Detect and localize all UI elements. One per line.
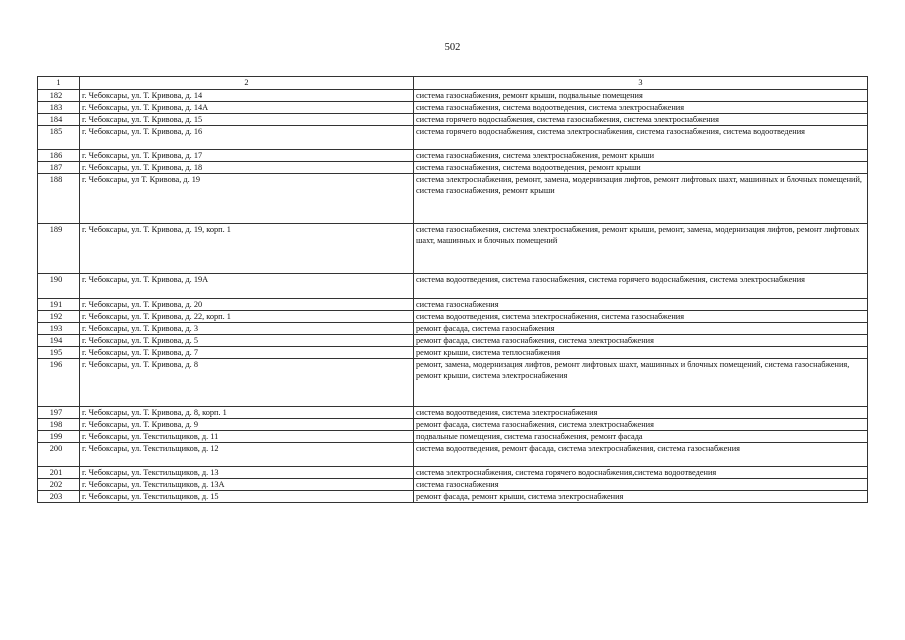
row-number: 195 [38, 347, 80, 359]
row-works: система газоснабжения, ремонт крыши, подвальные помещения [414, 90, 868, 102]
row-works: система водоотведения, система газоснабжения, система горячего водоснабжения, система электроснабжения [414, 274, 868, 299]
row-address: г. Чебоксары, ул. Т. Кривова, д. 18 [80, 162, 414, 174]
table-row [38, 347, 868, 359]
row-address: г. Чебоксары, ул. Т. Кривова, д. 19А [80, 274, 414, 299]
row-address: г. Чебоксары, ул Т. Кривова, д. 19 [80, 174, 414, 224]
table-row [38, 299, 868, 311]
table-row [38, 359, 868, 407]
table-row [38, 407, 868, 419]
row-works: ремонт фасада, система газоснабжения, система электроснабжения [414, 419, 868, 431]
row-address: г. Чебоксары, ул. Т. Кривова, д. 20 [80, 299, 414, 311]
row-address: г. Чебоксары, ул. Т. Кривова, д. 22, корп. 1 [80, 311, 414, 323]
row-works: система газоснабжения, система водоотведения, ремонт крыши [414, 162, 868, 174]
row-works: система водоотведения, ремонт фасада, система электроснабжения, система газоснабжения [414, 443, 868, 467]
row-number: 200 [38, 443, 80, 467]
row-works: система газоснабжения, система электроснабжения, ремонт крыши [414, 150, 868, 162]
row-number: 191 [38, 299, 80, 311]
table-row [38, 443, 868, 467]
page-number: 502 [444, 42, 461, 53]
row-address: г. Чебоксары, ул. Текстильщиков, д. 12 [80, 443, 414, 467]
table-row [38, 419, 868, 431]
row-works: система электроснабжения, система горячего водоснабжения,система водоотведения [414, 467, 868, 479]
header-col-1: 1 [38, 77, 80, 90]
row-address: г. Чебоксары, ул. Т. Кривова, д. 16 [80, 126, 414, 150]
row-address: г. Чебоксары, ул. Т. Кривова, д. 3 [80, 323, 414, 335]
row-number: 202 [38, 479, 80, 491]
row-address: г. Чебоксары, ул. Т. Кривова, д. 9 [80, 419, 414, 431]
row-number: 198 [38, 419, 80, 431]
row-number: 201 [38, 467, 80, 479]
table-row [38, 224, 868, 274]
header-col-2: 2 [80, 77, 414, 90]
row-works: система горячего водоснабжения, система электроснабжения, система газоснабжения, система водоотведения [414, 126, 868, 150]
row-number: 185 [38, 126, 80, 150]
row-works: ремонт фасада, система газоснабжения, система электроснабжения [414, 335, 868, 347]
row-works: система водоотведения, система электроснабжения, система газоснабжения [414, 311, 868, 323]
row-number: 189 [38, 224, 80, 274]
row-works: система электроснабжения, ремонт, замена, модернизация лифтов, ремонт лифтовых шахт, машинных и блочных помещений, система газоснабжения, ремонт крыши [414, 174, 868, 224]
row-address: г. Чебоксары, ул. Т. Кривова, д. 8 [80, 359, 414, 407]
table-row [38, 150, 868, 162]
row-address: г. Чебоксары, ул. Текстильщиков, д. 15 [80, 491, 414, 503]
row-works: система газоснабжения [414, 479, 868, 491]
row-number: 203 [38, 491, 80, 503]
row-address: г. Чебоксары, ул. Т. Кривова, д. 15 [80, 114, 414, 126]
row-address: г. Чебоксары, ул. Т. Кривова, д. 7 [80, 347, 414, 359]
row-works: система газоснабжения, система электроснабжения, ремонт крыши, ремонт, замена, модернизация лифтов, ремонт лифтовых шахт, машинных и блочных помещений [414, 224, 868, 274]
register-table [37, 76, 868, 503]
row-address: г. Чебоксары, ул. Т. Кривова, д. 17 [80, 150, 414, 162]
row-address: г. Чебоксары, ул. Текстильщиков, д. 11 [80, 431, 414, 443]
table-row [38, 90, 868, 102]
row-address: г. Чебоксары, ул. Т. Кривова, д. 14 [80, 90, 414, 102]
row-address: г. Чебоксары, ул. Т. Кривова, д. 8, корп. 1 [80, 407, 414, 419]
row-number: 184 [38, 114, 80, 126]
table-row [38, 479, 868, 491]
table-row [38, 431, 868, 443]
table-row [38, 174, 868, 224]
row-address: г. Чебоксары, ул. Текстильщиков, д. 13 [80, 467, 414, 479]
row-number: 196 [38, 359, 80, 407]
table-row [38, 102, 868, 114]
row-number: 197 [38, 407, 80, 419]
table-row [38, 467, 868, 479]
row-works: ремонт фасада, система газоснабжения [414, 323, 868, 335]
row-address: г. Чебоксары, ул. Т. Кривова, д. 19, корп. 1 [80, 224, 414, 274]
table-row [38, 335, 868, 347]
row-works: система газоснабжения, система водоотведения, система электроснабжения [414, 102, 868, 114]
row-works: ремонт крыши, система теплоснабжения [414, 347, 868, 359]
row-address: г. Чебоксары, ул. Текстильщиков, д. 13А [80, 479, 414, 491]
row-number: 186 [38, 150, 80, 162]
row-number: 190 [38, 274, 80, 299]
row-works: ремонт фасада, ремонт крыши, система электроснабжения [414, 491, 868, 503]
row-works: система водоотведения, система электроснабжения [414, 407, 868, 419]
row-works: система газоснабжения [414, 299, 868, 311]
row-works: подвальные помещения, система газоснабжения, ремонт фасада [414, 431, 868, 443]
table-row [38, 323, 868, 335]
header-col-3: 3 [414, 77, 868, 90]
row-number: 193 [38, 323, 80, 335]
table-row [38, 311, 868, 323]
table-row [38, 491, 868, 503]
row-address: г. Чебоксары, ул. Т. Кривова, д. 14А [80, 102, 414, 114]
row-works: система горячего водоснабжения, система газоснабжения, система электроснабжения [414, 114, 868, 126]
table-header-row [38, 77, 868, 90]
row-number: 183 [38, 102, 80, 114]
row-number: 187 [38, 162, 80, 174]
row-number: 182 [38, 90, 80, 102]
row-number: 192 [38, 311, 80, 323]
row-number: 194 [38, 335, 80, 347]
row-number: 188 [38, 174, 80, 224]
table-row [38, 162, 868, 174]
row-address: г. Чебоксары, ул. Т. Кривова, д. 5 [80, 335, 414, 347]
table-row [38, 126, 868, 150]
table-row [38, 274, 868, 299]
row-works: ремонт, замена, модернизация лифтов, ремонт лифтовых шахт, машинных и блочных помещений, система газоснабжения, ремонт крыши, система электроснабжения [414, 359, 868, 407]
table-row [38, 114, 868, 126]
row-number: 199 [38, 431, 80, 443]
